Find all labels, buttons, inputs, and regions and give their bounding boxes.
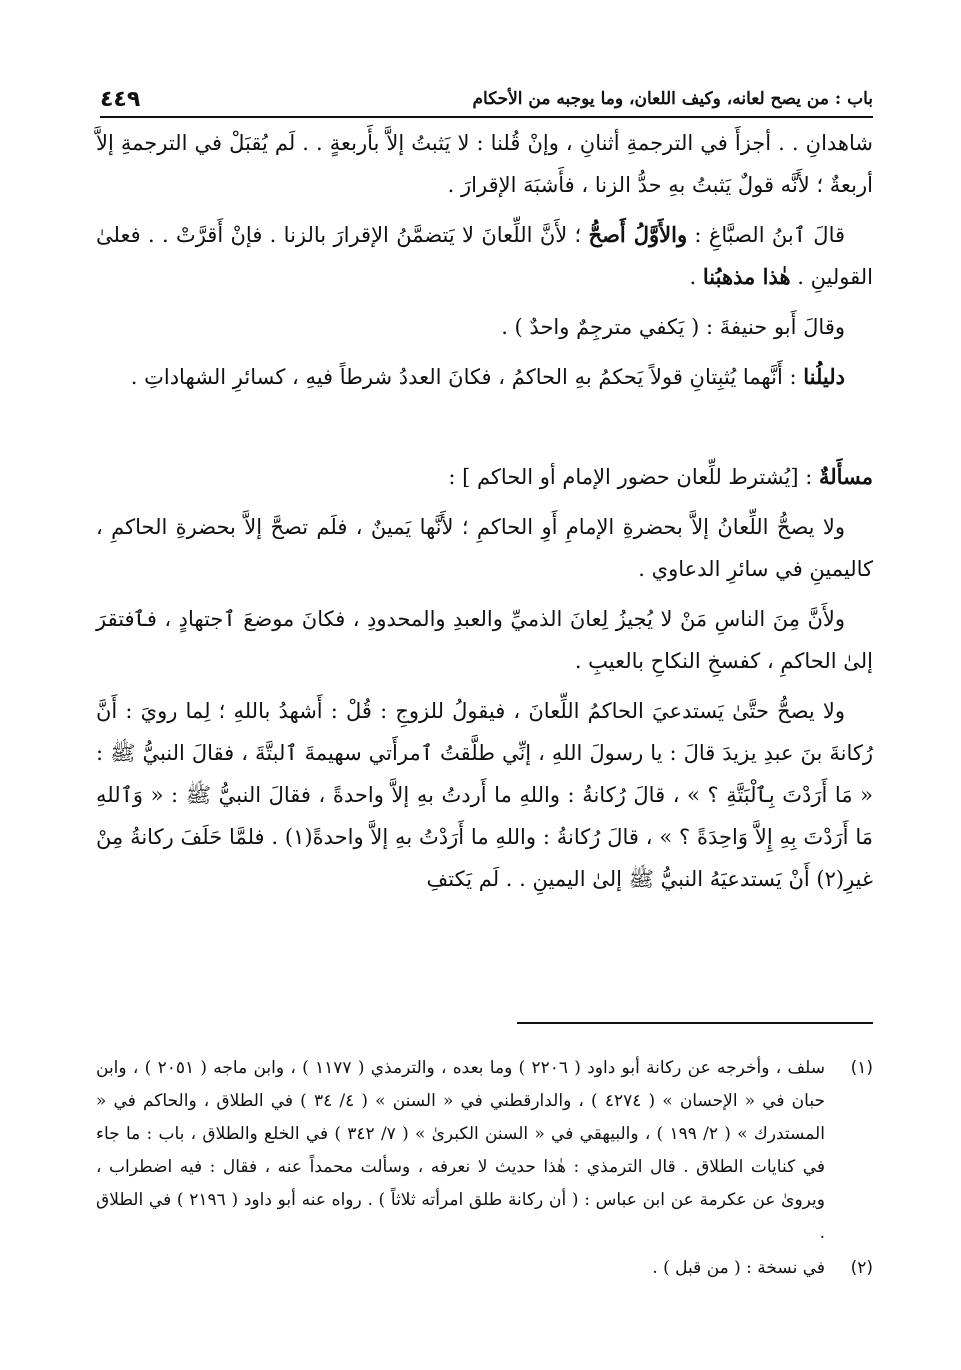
page-number: ٤٤٩ — [100, 86, 141, 112]
p2-intro: قالَ ٱبنُ الصبَّاغِ : — [687, 223, 846, 247]
paragraph-2 — [96, 214, 873, 298]
p2-end: . — [689, 265, 703, 289]
p2-emphasis: والأَوَّلُ أَصحُّ — [588, 222, 688, 247]
running-head: باب : من يصح لعانه، وكيف اللعان، وما يوجبه من الأحكام — [472, 89, 873, 109]
p2-emphasis-2: هٰذا مذهبُنا — [702, 264, 791, 289]
paragraph-1: شاهدانِ . . أجزأَ في الترجمةِ أثنانِ ، وإنْ قُلنا : لا يَثبتُ إلاَّ بأَربعةٍ . . لَم يُقبَلْ في الترجمةِ إلاَّ أربعةٌ ؛ لأَنَّه قولٌ يَثبتُ بهِ حدُّ الزنا ، فأَشبَهَ الإقرارَ . — [96, 131, 873, 197]
paragraph-4 — [96, 356, 873, 398]
footnote-text: في نسخة : ( من قبل ) . — [652, 1258, 825, 1278]
paragraph-6: ولا يصحُّ اللِّعانُ إلاَّ بحضرةِ الإمامِ أَوِ الحاكمِ ؛ لأَنَّها يَمينٌ ، فلَم تصحَّ إلاَّ بحضرةِ الحاكمِ ، كاليمينِ في سائرِ الدعاوي . — [96, 515, 873, 581]
p4-heading: دليلُنا — [803, 364, 845, 389]
p2-middle: ؛ لأَنَّ اللِّعانَ لا يَتضمَّنُ الإقرارَ بالزنا . فإنْ أَقرَّتْ . . فعلىٰ القولينِ . — [96, 223, 873, 289]
footnote-number: (١) — [850, 1058, 873, 1078]
footnote-2 — [96, 1252, 873, 1285]
issue-title: : [يُشترط للِّعان حضور الإمام أو الحاكم ] : — [448, 465, 819, 489]
paragraph-8: ولا يصحُّ حتَّىٰ يَستدعيَ الحاكمُ اللِّعانَ ، فيقولُ للزوجِ : قُلْ : أَشهدُ باللهِ ؛ لِما رويَ : أَنَّ رُكانةَ بنَ عبدِ يزيدَ قالَ : يا رسولَ اللهِ ، إنِّي طلَّقتُ ٱمرأَتي سهيمةَ ٱلبتَّةَ ، فقالَ النبيُّ ﷺ : « مَا أَرَدْتَ بِٱلْبَتَّةِ ؟ » ، قالَ رُكانةُ : واللهِ ما أَردتُ بهِ إلاَّ واحدةً ، فقالَ النبيُّ ﷺ : « وَٱللهِ مَا أَرَدْتَ بِهِ إِلاَّ وَاحِدَةً ؟ » ، قالَ رُكانةُ : واللهِ ما أَرَدْتُ بهِ إلاَّ واحدةً(١) . فلمَّا حَلَفَ ركانةُ مِنْ غيرِ(٢) أَنْ يَستدعيَهُ النبيُّ ﷺ إلىٰ اليمينِ . . لَم يَكتفِ — [96, 699, 874, 891]
main-text — [96, 122, 873, 908]
p4-text: : أَنَّهما يُثبِتانِ قولاً يَحكمُ بهِ الحاكمُ ، فكانَ العددُ شرطاً فيهِ ، كسائرِ الشهاداتِ . — [130, 365, 804, 389]
footnote-separator — [517, 1022, 873, 1024]
section-gap — [96, 406, 873, 456]
footnote-1 — [96, 1052, 873, 1250]
paragraph-7: ولأَنَّ مِنَ الناسِ مَنْ لا يُجيزُ لِعانَ الذميِّ والعبدِ والمحدودِ ، فكانَ موضعَ ٱجتهادٍ ، فٱفتقرَ إلىٰ الحاكمِ ، كفسخِ النكاحِ بالعيبِ . — [96, 607, 873, 673]
issue-heading — [96, 456, 873, 498]
paragraph-3: وقالَ أَبو حنيفةَ : ( يَكفي مترجِمٌ واحدٌ ) . — [501, 315, 845, 339]
footnotes — [96, 1052, 873, 1287]
footnote-number: (٢) — [850, 1258, 873, 1278]
issue-label: مسأَلةٌ — [818, 464, 873, 489]
page-header — [100, 82, 873, 118]
footnote-text: سلف ، وأخرجه عن ركانة أبو داود ( ٢٢٠٦ ) وما بعده ، والترمذي ( ١١٧٧ ) ، وابن ماجه ( ٢٠٥١ ) ، وابن حبان في « الإحسان » ( ٤٢٧٤ ) ، والدارقطني في « السنن » ( ٤/ ٣٤ ) في الطلاق ، والحاكم في « المستدرك » ( ٢/ ١٩٩ ) ، والبيهقي في « السنن الكبرىٰ » ( ٧/ ٣٤٢ ) في الخلع والطلاق ، باب : ما جاء في كنايات الطلاق . قال الترمذي : هٰذا حديث لا نعرفه ، وسألت محمداً عنه ، فقال : فيه اضطراب ، ويروىٰ عن عكرمة عن ابن عباس : ( أن ركانة طلق امرأته ثلاثاً ) . رواه عنه أبو داود ( ٢١٩٦ ) في الطلاق . — [96, 1058, 825, 1243]
